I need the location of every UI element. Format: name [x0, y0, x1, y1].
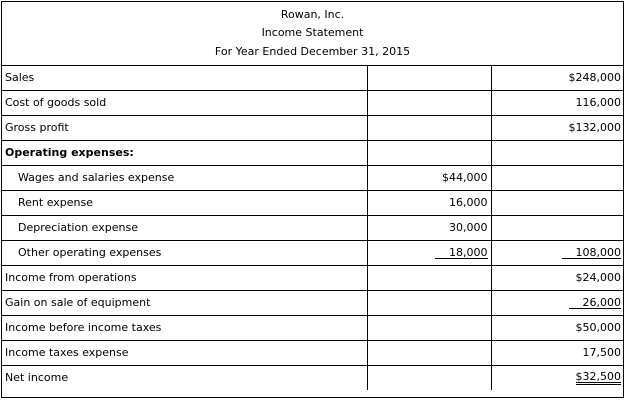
underlined-amount: 26,000 — [569, 297, 622, 309]
row-label: Income taxes expense — [2, 340, 367, 365]
amount-cell: $50,000 — [491, 315, 623, 340]
income-statement — [1, 1, 624, 398]
amount-cell — [491, 165, 623, 190]
amount-cell — [491, 290, 623, 315]
table-row — [2, 340, 623, 365]
subtotal-cell — [367, 340, 491, 365]
subtotal-cell — [367, 140, 491, 165]
subtotal-cell — [367, 65, 491, 90]
row-label: Income from operations — [2, 265, 367, 290]
amount-cell: $24,000 — [491, 265, 623, 290]
row-label: Other operating expenses — [2, 240, 367, 265]
subtotal-cell — [367, 365, 491, 390]
amount-cell: $132,000 — [491, 115, 623, 140]
table-row — [2, 215, 623, 240]
row-label: Sales — [5, 70, 35, 84]
underlined-amount: 108,000 — [562, 247, 622, 259]
table-row — [2, 315, 623, 340]
statement-period: For Year Ended December 31, 2015 — [214, 45, 411, 58]
row-label: Wages and salaries expense — [2, 165, 367, 190]
subtotal-cell — [367, 90, 491, 115]
table-row — [2, 140, 623, 165]
row-label: Rent expense — [2, 190, 367, 215]
amount-cell: 17,500 — [491, 340, 623, 365]
table-row — [2, 240, 623, 265]
section-heading: Operating expenses: — [2, 140, 367, 165]
row-label: Gross profit — [2, 115, 367, 140]
amount-cell: 116,000 — [491, 90, 623, 115]
table-row — [2, 90, 623, 115]
underlined-amount: 18,000 — [435, 247, 488, 259]
subtotal-cell: 30,000 — [367, 215, 491, 240]
amount-cell — [491, 140, 623, 165]
row-label: Net income — [2, 365, 367, 390]
statement-title: Income Statement — [261, 26, 364, 39]
row-label: Gain on sale of equipment — [2, 290, 367, 315]
double-underlined-amount: $32,500 — [575, 370, 621, 384]
subtotal-cell: 16,000 — [367, 190, 491, 215]
amount-cell — [491, 365, 623, 390]
subtotal-cell — [367, 265, 491, 290]
row-label: Income before income taxes — [2, 315, 367, 340]
subtotal-cell — [367, 115, 491, 140]
statement-table — [2, 65, 623, 390]
amount-cell — [491, 215, 623, 240]
amount-cell — [491, 240, 623, 265]
table-row — [2, 290, 623, 315]
table-row — [2, 265, 623, 290]
table-row — [2, 115, 623, 140]
table-row — [2, 165, 623, 190]
table-row — [2, 365, 623, 390]
statement-header — [2, 2, 623, 66]
table-row — [2, 65, 623, 90]
row-label: Depreciation expense — [2, 215, 367, 240]
table-row — [2, 190, 623, 215]
row-label: Cost of goods sold — [2, 90, 367, 115]
company-name: Rowan, Inc. — [280, 8, 345, 21]
subtotal-cell — [367, 290, 491, 315]
amount-cell: $248,000 — [491, 65, 623, 90]
subtotal-cell: $44,000 — [367, 165, 491, 190]
amount-cell — [491, 190, 623, 215]
subtotal-cell — [367, 315, 491, 340]
subtotal-cell — [367, 240, 491, 265]
